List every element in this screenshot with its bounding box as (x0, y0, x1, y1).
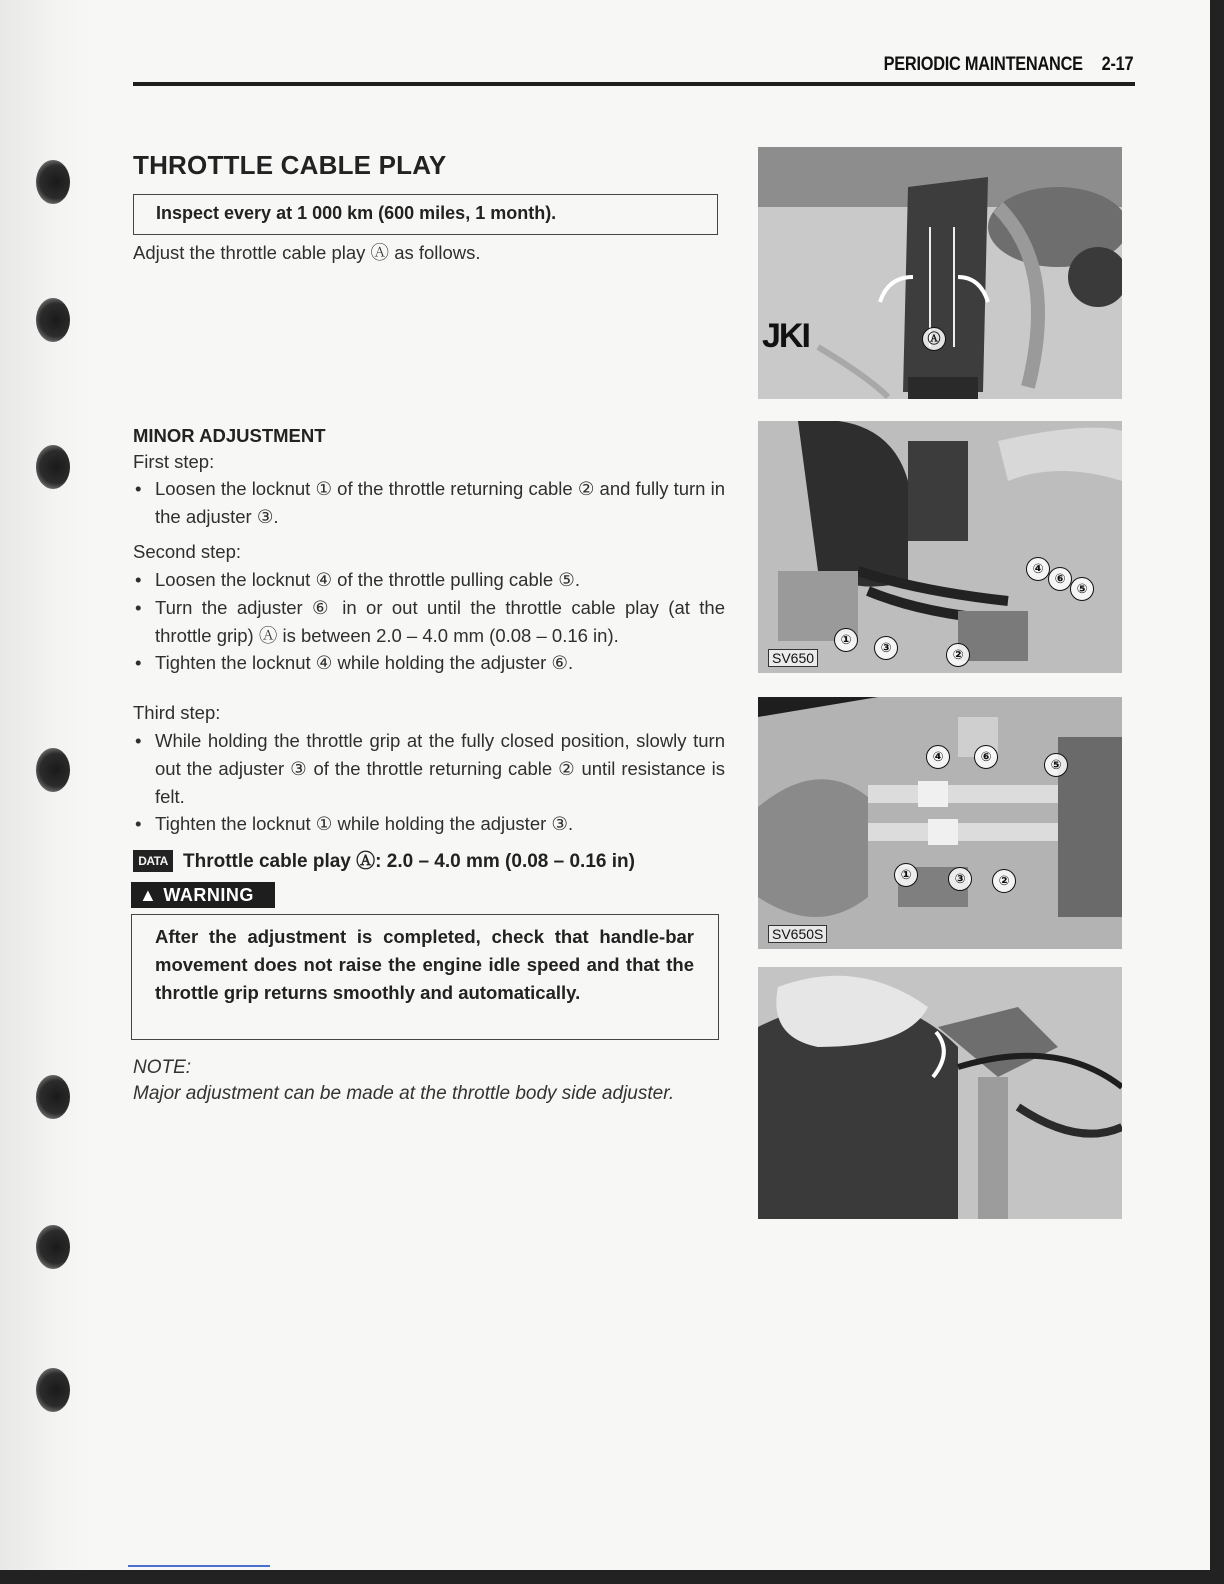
photo-throttle-grip (758, 147, 1122, 399)
data-spec-line (133, 846, 635, 873)
binder-hole (36, 1075, 70, 1119)
data-spec-text: Throttle cable play Ⓐ: 2.0 – 4.0 mm (0.08 – 0.16 in) (183, 851, 635, 872)
warning-label: ▲ WARNING (131, 882, 275, 908)
note-label: NOTE: (133, 1057, 192, 1078)
photo-sv650-adjusters (758, 421, 1122, 673)
callout-3: ③ (948, 867, 972, 891)
data-badge-icon: DATA (133, 850, 173, 872)
list-item: • Turn the adjuster ⑥ in or out until the throttle cable play (at the throttle grip) Ⓐ is between 2.0 – 4.0 mm (0.08 – 0.16 in). (135, 594, 725, 650)
list-item: • Tighten the locknut ① while holding the adjuster ③. (135, 810, 725, 838)
callout-4: ④ (926, 745, 950, 769)
page-title: THROTTLE CABLE PLAY (133, 150, 447, 180)
binder-hole (36, 445, 70, 489)
binder-hole (36, 1225, 70, 1269)
list-item: • Tighten the locknut ④ while holding the adjuster ⑥. (135, 649, 725, 677)
callout-6: ⑥ (1048, 567, 1072, 591)
list-item: • Loosen the locknut ④ of the throttle pulling cable ⑤. (135, 566, 725, 594)
warning-box: After the adjustment is completed, check that handle-bar movement does not raise the engine idle speed and that the throttle grip returns smoothly and automatically. (131, 914, 719, 1040)
bullet-dot: • (135, 813, 142, 834)
intro-text: Adjust the throttle cable play Ⓐ as follows. (133, 242, 481, 263)
callout-5: ⑤ (1044, 753, 1068, 777)
callout-2: ② (992, 869, 1016, 893)
note-text: Major adjustment can be made at the throttle body side adjuster. (133, 1083, 675, 1104)
bullet-dot: • (135, 597, 142, 618)
binder-edge (0, 0, 90, 1584)
brand-logo-fragment: JKI (762, 317, 809, 355)
page-number: 2-17 (1101, 54, 1133, 75)
photo-sv650s-adjusters (758, 697, 1122, 949)
binder-hole (36, 160, 70, 204)
binder-hole (36, 748, 70, 792)
model-label: SV650 (768, 649, 818, 667)
scan-artifact-line (128, 1565, 270, 1567)
bullet-dot: • (135, 730, 142, 751)
minor-adjustment-heading: MINOR ADJUSTMENT (133, 425, 326, 446)
model-label: SV650S (768, 925, 827, 943)
callout-6: ⑥ (974, 745, 998, 769)
callout-2: ② (946, 643, 970, 667)
page-header (133, 52, 1135, 86)
callout-3: ③ (874, 636, 898, 660)
bullet-dot: • (135, 478, 142, 499)
callout-5: ⑤ (1070, 577, 1094, 601)
bullet-dot: • (135, 569, 142, 590)
bullet-dot: • (135, 652, 142, 673)
callout-1: ① (834, 628, 858, 652)
list-item: • While holding the throttle grip at the fully closed position, slowly turn out the adjuster ③ of the throttle returning cable ② until resistance is felt. (135, 727, 725, 811)
callout-a: Ⓐ (922, 327, 946, 351)
binder-hole (36, 1368, 70, 1412)
binder-hole (36, 298, 70, 342)
third-step-label: Third step: (133, 702, 221, 723)
photo-throttle-grip-rotation (758, 967, 1122, 1219)
callout-1: ① (894, 863, 918, 887)
first-step-label: First step: (133, 451, 215, 472)
second-step-label: Second step: (133, 541, 241, 562)
list-item: • Loosen the locknut ① of the throttle returning cable ② and fully turn in the adjuster ③. (135, 475, 725, 531)
section-title: PERIODIC MAINTENANCE (883, 54, 1083, 75)
warning-triangle-icon: ▲ (139, 885, 158, 905)
inspect-interval-box: Inspect every at 1 000 km (600 miles, 1 month). (133, 194, 718, 235)
scan-edge-right (1210, 0, 1224, 1584)
scan-edge-bottom (0, 1570, 1224, 1584)
callout-4: ④ (1026, 557, 1050, 581)
